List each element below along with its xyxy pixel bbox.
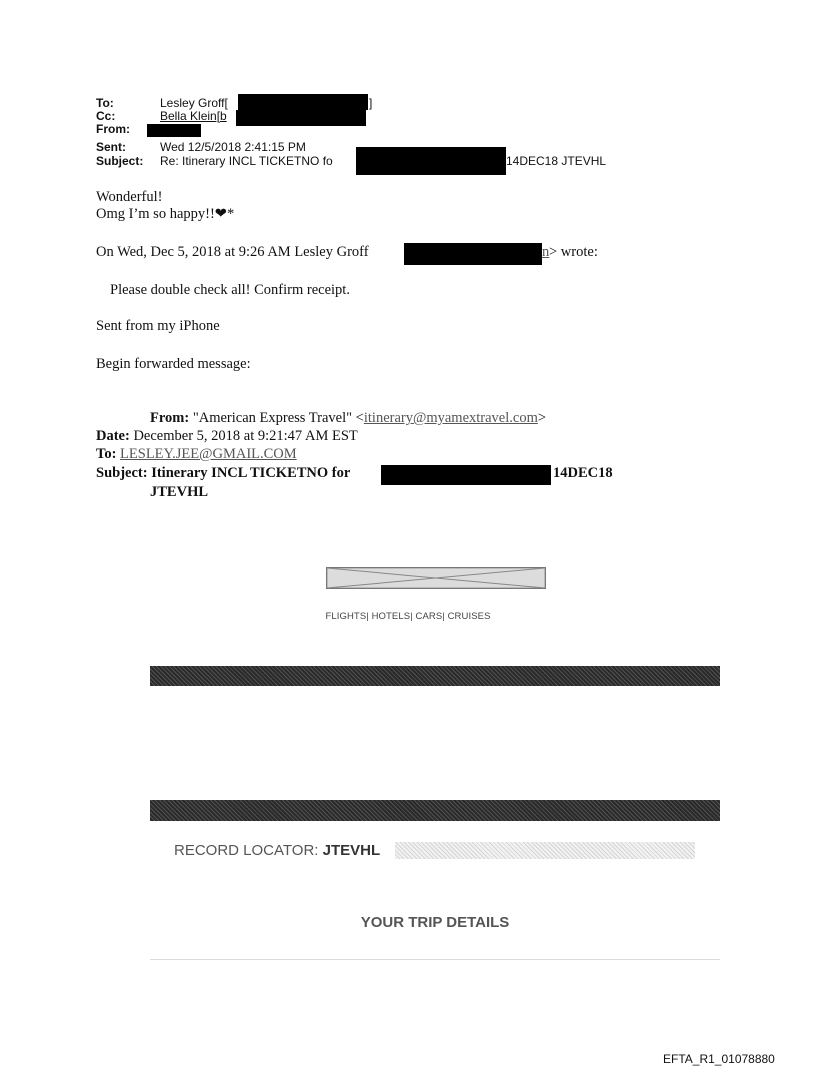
quote-intro-start: On Wed, Dec 5, 2018 at 9:26 AM Lesley Groff (96, 244, 369, 260)
redaction-quote-email (404, 243, 542, 265)
fwd-date-value: December 5, 2018 at 9:21:47 AM EST (133, 428, 358, 444)
redaction-cc (236, 110, 366, 126)
fwd-subject-line (96, 465, 350, 482)
dark-banner-top (150, 666, 720, 686)
fwd-subject-value-end: 14DEC18 (553, 465, 613, 481)
redaction-from (147, 124, 201, 137)
bates-number: EFTA_R1_01078880 (663, 1052, 775, 1066)
record-locator-bar (395, 842, 695, 859)
sent-value: Wed 12/5/2018 2:41:15 PM (160, 140, 306, 154)
from-label: From: (96, 122, 130, 136)
fwd-to-label: To: (96, 446, 117, 462)
fwd-subject-value-start: Itinerary INCL TICKETNO for (151, 465, 351, 481)
quote-intro-link-tail[interactable]: n (542, 244, 550, 260)
cc-value: Bella Klein[b (160, 109, 227, 123)
fwd-date-line (96, 428, 358, 445)
fwd-to-line (96, 446, 297, 463)
quote-intro-end: > wrote: (549, 244, 598, 260)
reply-line-2: Omg I’m so happy!!❤* (96, 206, 235, 222)
cc-label: Cc: (96, 109, 116, 123)
quoted-line-3: Begin forwarded message: (96, 356, 251, 372)
fwd-date-label: Date: (96, 428, 130, 444)
to-label: To: (96, 96, 114, 110)
divider (150, 959, 720, 960)
reply-line-1: Wonderful! (96, 189, 163, 205)
subject-label: Subject: (96, 154, 144, 168)
to-value: Lesley Groff[ (160, 96, 228, 110)
fwd-from-line (150, 410, 546, 427)
redaction-subject (356, 147, 506, 175)
fwd-from-name: "American Express Travel" < (192, 410, 364, 426)
fwd-subject-label: Subject: (96, 465, 148, 481)
amex-nav-links[interactable]: FLIGHTS| HOTELS| CARS| CRUISES (325, 611, 491, 622)
broken-image-placeholder (326, 567, 546, 589)
trip-details-heading: YOUR TRIP DETAILS (360, 914, 510, 931)
subject-value-start: Re: Itinerary INCL TICKETNO fo (160, 154, 333, 168)
dark-banner-bottom (150, 800, 720, 821)
record-locator-label: RECORD LOCATOR: (174, 842, 323, 859)
broken-image-icon (327, 568, 545, 588)
fwd-from-email[interactable]: itinerary@myamextravel.com (363, 410, 538, 426)
fwd-from-close: > (537, 410, 547, 426)
to-close: ] (369, 96, 373, 110)
redaction-to (238, 94, 368, 110)
quoted-line-1: Please double check all! Confirm receipt. (110, 282, 350, 298)
fwd-to-value[interactable]: LESLEY.JEE@GMAIL.COM (120, 446, 297, 462)
record-locator (174, 842, 380, 859)
subject-value-end: 14DEC18 JTEVHL (506, 154, 607, 168)
record-locator-value: JTEVHL (322, 842, 381, 859)
fwd-from-label: From: (150, 410, 190, 426)
quoted-line-2: Sent from my iPhone (96, 318, 220, 334)
fwd-subject-value-cont: JTEVHL (150, 484, 209, 500)
sent-label: Sent: (96, 140, 126, 154)
redaction-fwd-subject (381, 465, 551, 485)
